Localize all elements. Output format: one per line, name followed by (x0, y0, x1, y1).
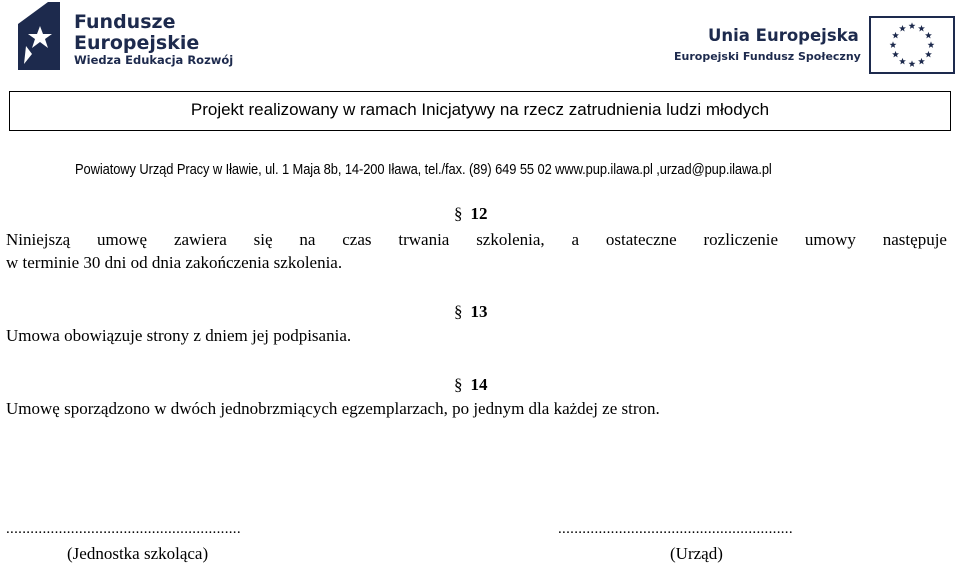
section-12-line-2: w terminie 30 dni od dnia zakończenia szkolenia. (6, 253, 343, 272)
section-number: 13 (470, 302, 488, 321)
fe-logo-subtitle: Wiedza Edukacja Rozwój (74, 53, 234, 67)
section-13-heading (454, 303, 488, 320)
section-sign: § (454, 375, 463, 394)
section-13-text: Umowa obowiązuje strony z dniem jej podpisania. (6, 326, 352, 345)
word: ostateczne (605, 230, 677, 249)
project-banner-title: Projekt realizowany w ramach Inicjatywy na rzecz zatrudnienia ludzi młodych (190, 100, 770, 119)
eu-flag-icon (869, 16, 955, 74)
signature-label-right: (Urząd) (670, 544, 723, 563)
word: zawiera (173, 230, 227, 249)
word: na (299, 230, 316, 249)
office-address-line: Powiatowy Urząd Pracy w Iławie, ul. 1 Maja 8b, 14-200 Iława, tel./fax. (89) 649 55 02 www.pup.ilawa.pl ,urzad@pup.ilawa.pl (75, 161, 772, 178)
word: następuje (882, 230, 947, 249)
fundusze-europejskie-logo-icon (18, 2, 60, 70)
section-sign: § (454, 204, 463, 223)
ue-logo-subtitle: Europejski Fundusz Społeczny (674, 50, 861, 63)
word: czas (342, 230, 372, 249)
word: szkolenia, (476, 230, 545, 249)
word: się (253, 230, 273, 249)
section-12-line-1 (6, 229, 947, 251)
word: rozliczenie (703, 230, 779, 249)
section-number: 14 (470, 375, 488, 394)
section-sign: § (454, 302, 463, 321)
word: a (571, 230, 580, 249)
word: umowy (804, 230, 856, 249)
word: umowę (97, 230, 148, 249)
word: Niniejszą (6, 230, 71, 249)
section-14-text: Umowę sporządzono w dwóch jednobrzmiących egzemplarzach, po jednym dla każdej ze stron. (6, 399, 660, 418)
section-14-heading (454, 376, 488, 393)
fe-logo-title-2: Europejskie (74, 32, 200, 54)
signature-label-left: (Jednostka szkoląca) (67, 544, 209, 563)
section-number: 12 (470, 204, 488, 223)
signature-line-left: .......................................................... (6, 521, 241, 537)
signature-line-right: .......................................................... (558, 521, 793, 537)
fe-logo-title-1: Fundusze (74, 11, 176, 33)
word: trwania (398, 230, 450, 249)
section-12-heading (454, 205, 488, 222)
ue-logo-title: Unia Europejska (708, 26, 859, 45)
